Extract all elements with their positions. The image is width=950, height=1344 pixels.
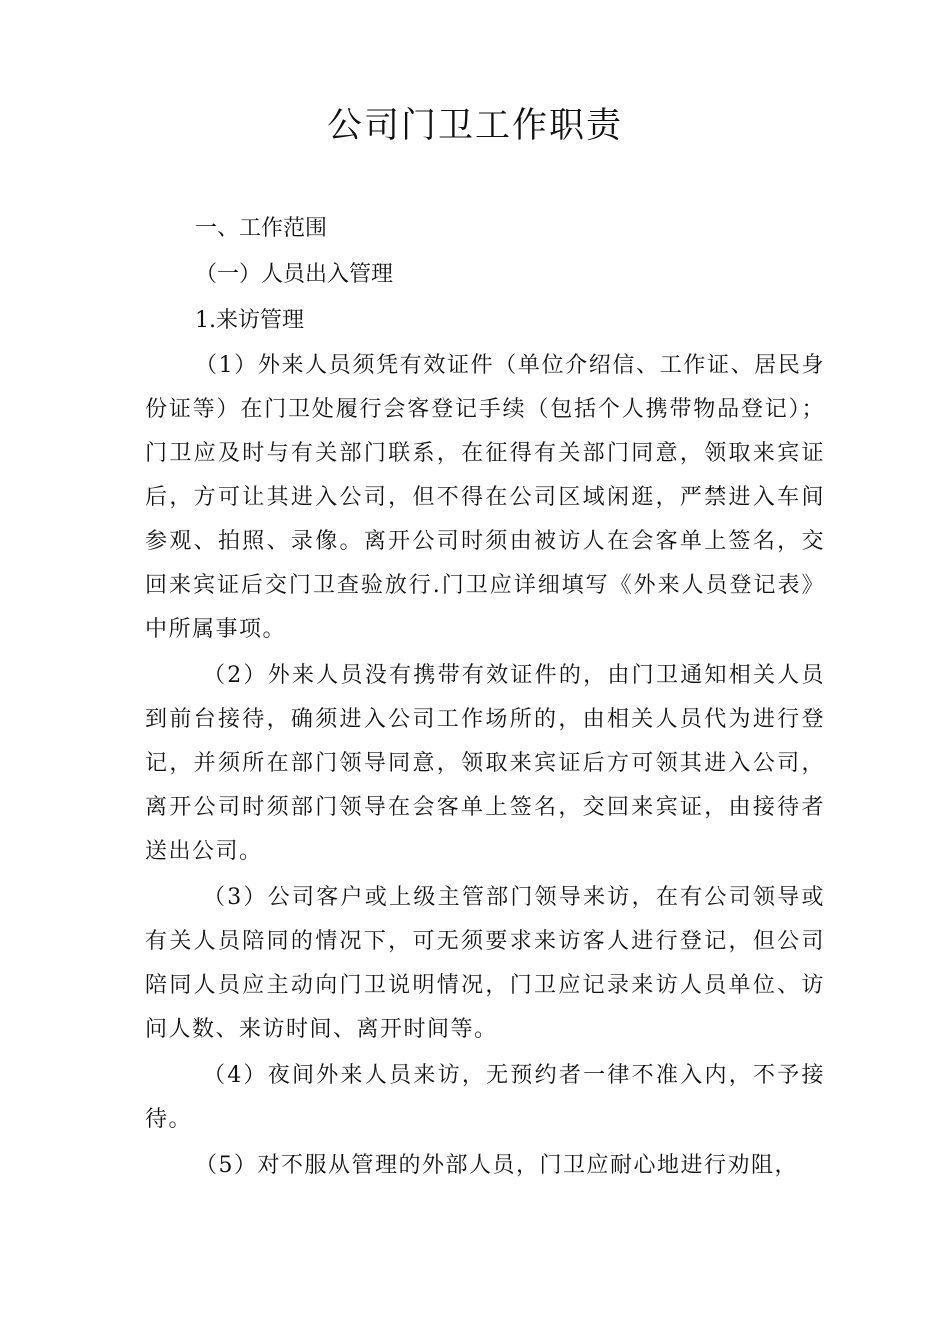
section-heading: 一、工作范围 [195,216,328,241]
paragraph-3: （3）公司客户或上级主管部门领导来访，在有公司领导或有关人员陪同的情况下，可无须要求来访客人进行登记，但公司陪同人员应主动向门卫说明情况，门卫应记录来访人员单位、访问人数、来访时间、离开时间等。 [145,885,825,1042]
paragraph-4: （4）夜间外来人员来访，无预约者一律不准入内，不予接待。 [145,1063,825,1132]
paragraph-1: （1）外来人员须凭有效证件（单位介绍信、工作证、居民身份证等）在门卫处履行会客登记手续（包括个人携带物品登记）；门卫应及时与有关部门联系，在征得有关部门同意，领取来宾证后，方可让其进入公司，但不得在公司区域闲逛，严禁进入车间参观、拍照、录像。离开公司时须由被访人在会客单上签名，交回来宾证后交门卫查验放行.门卫应详细填写《外来人员登记表》中所属事项。 [145,353,825,642]
item-heading: 1.来访管理 [195,308,304,333]
paragraph-5: （5）对不服从管理的外部人员，门卫应耐心地进行劝阻， [195,1153,798,1178]
paragraph-2: （2）外来人员没有携带有效证件的，由门卫通知相关人员到前台接待，确须进入公司工作场所的，由相关人员代为进行登记，并须所在部门领导同意，领取来宾证后方可领其进入公司，离开公司时须部门领导在会客单上签名，交回来宾证，由接待者送出公司。 [145,663,825,864]
subsection-heading: （一）人员出入管理 [195,262,394,287]
document-body [145,206,825,1188]
document-title: 公司门卫工作职责 [326,106,623,146]
